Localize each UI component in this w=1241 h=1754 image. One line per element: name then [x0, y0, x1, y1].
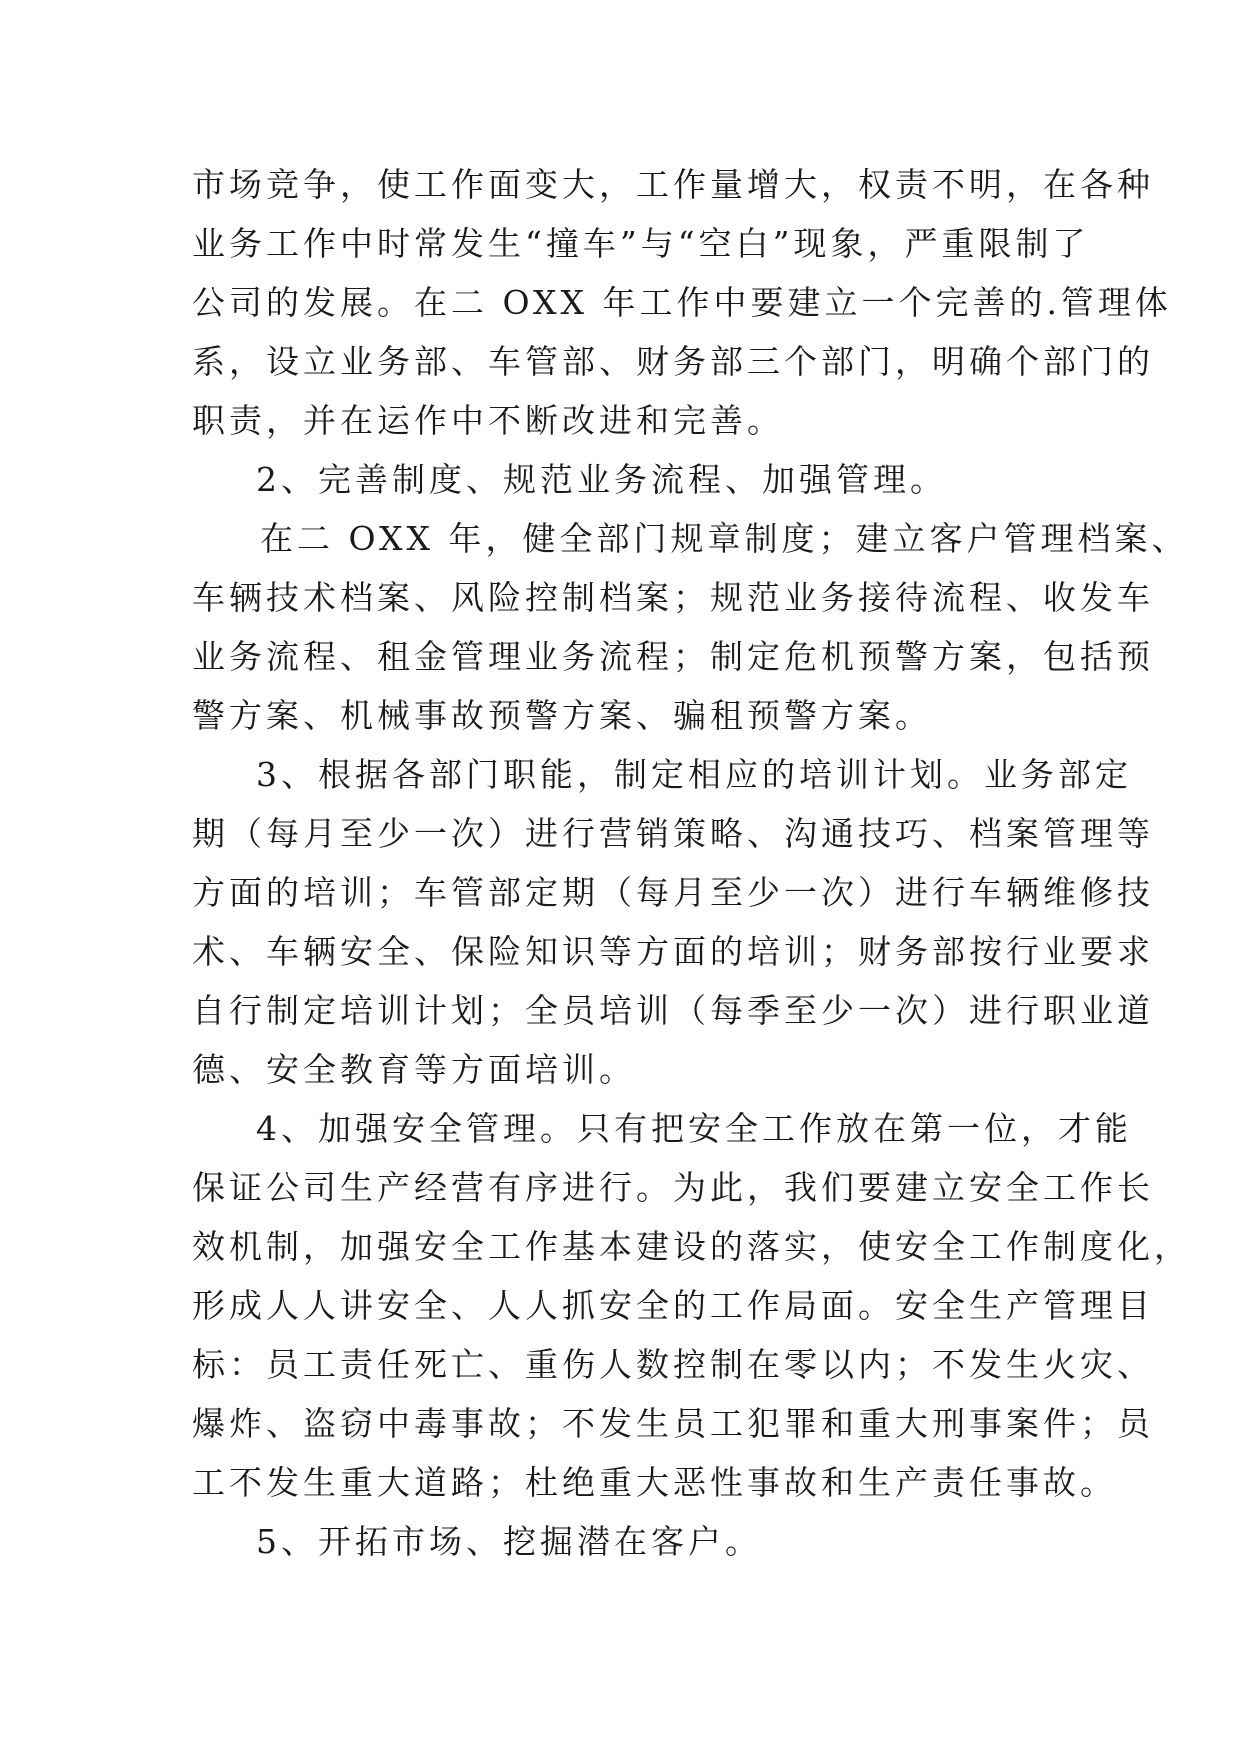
- text-line: 市场竞争，使工作面变大，工作量增大，权责不明，在各种: [192, 165, 1154, 204]
- document-body: [192, 155, 1191, 1571]
- text-line: 职责，并在运作中不断改进和完善。: [192, 401, 784, 440]
- text-line: 德、安全教育等方面培训。: [192, 1050, 636, 1089]
- text-line: 警方案、机械事故预警方案、骗租预警方案。: [192, 696, 932, 735]
- text-line: 方面的培训；车管部定期（每月至少一次）进行车辆维修技: [192, 873, 1154, 912]
- text-line: 业务工作中时常发生“撞车”与“空白”现象，严重限制了: [192, 224, 1090, 263]
- text-line: 系，设立业务部、车管部、财务部三个部门，明确个部门的: [192, 342, 1154, 381]
- section-heading-4: 4、加强安全管理。只有把安全工作放在第一位，才能: [256, 1109, 1132, 1148]
- section-heading-5: 5、开拓市场、挖掘潜在客户。: [256, 1522, 762, 1561]
- text-line: 在二 OXX 年，健全部门规章制度；建立客户管理档案、: [260, 519, 1189, 558]
- section-heading-2: 2、完善制度、规范业务流程、加强管理。: [256, 460, 947, 499]
- text-line: 工不发生重大道路；杜绝重大恶性事故和生产责任事故。: [192, 1463, 1117, 1502]
- text-line: 效机制，加强安全工作基本建设的落实，使安全工作制度化，: [192, 1227, 1191, 1266]
- text-line: 公司的发展。在二 OXX 年工作中要建立一个完善的.管理体: [192, 283, 1172, 322]
- text-line: 标：员工责任死亡、重伤人数控制在零以内；不发生火灾、: [192, 1345, 1154, 1384]
- text-line: 车辆技术档案、风险控制档案；规范业务接待流程、收发车: [192, 578, 1154, 617]
- section-heading-3: 3、根据各部门职能，制定相应的培训计划。业务部定: [256, 755, 1132, 794]
- text-line: 形成人人讲安全、人人抓安全的工作局面。安全生产管理目: [192, 1286, 1154, 1325]
- text-line: 爆炸、盗窃中毒事故；不发生员工犯罪和重大刑事案件；员: [192, 1404, 1154, 1443]
- text-line: 业务流程、租金管理业务流程；制定危机预警方案，包括预: [192, 637, 1154, 676]
- text-line: 术、车辆安全、保险知识等方面的培训；财务部按行业要求: [192, 932, 1154, 971]
- text-line: 期（每月至少一次）进行营销策略、沟通技巧、档案管理等: [192, 814, 1154, 853]
- text-line: 自行制定培训计划；全员培训（每季至少一次）进行职业道: [192, 991, 1154, 1030]
- text-line: 保证公司生产经营有序进行。为此，我们要建立安全工作长: [192, 1168, 1154, 1207]
